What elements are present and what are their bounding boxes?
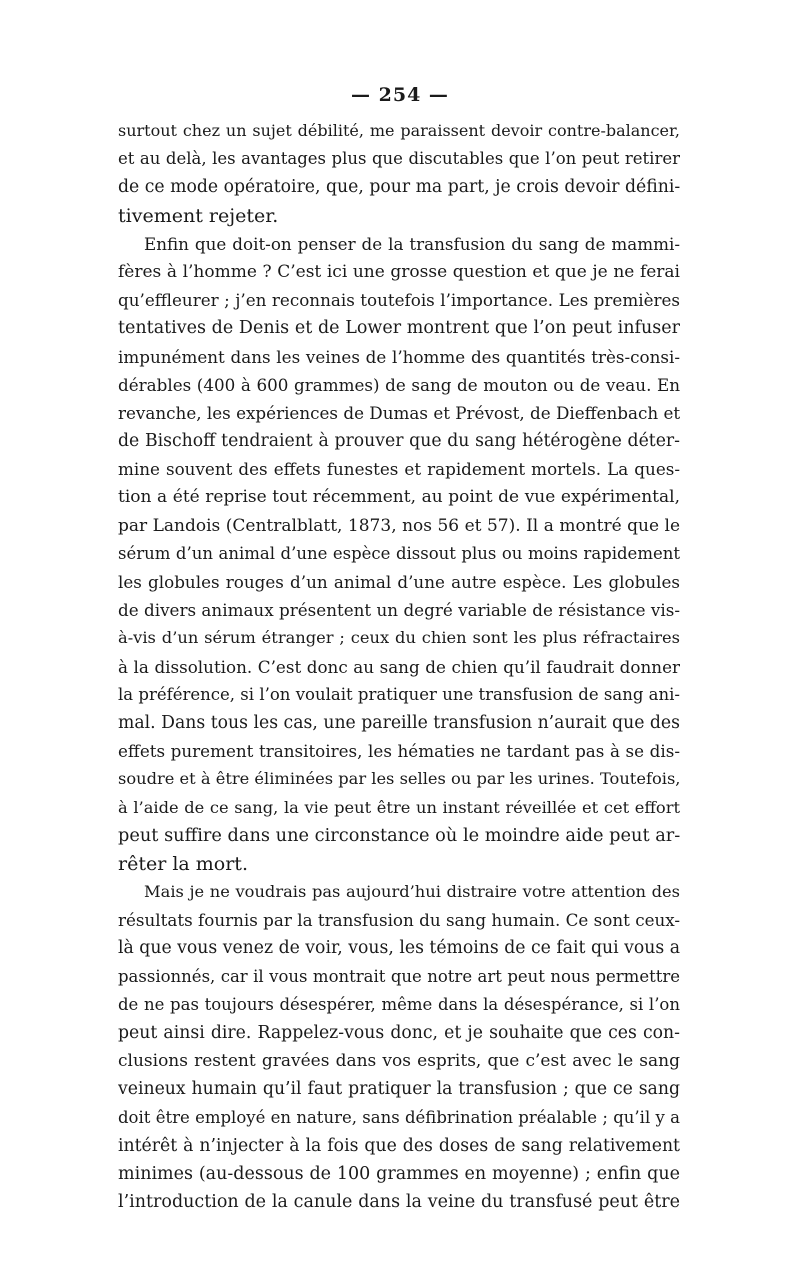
text-line: soudre et à être éliminées par les selles ou par les urines. Toutefois, bbox=[118, 769, 680, 789]
text-line: mal. Dans tous les cas, une pareille transfusion n’aurait que des bbox=[118, 712, 680, 733]
text-line: dérables (400 à 600 grammes) de sang de mouton ou de veau. En bbox=[118, 374, 680, 395]
text-line: la préférence, si l’on voulait pratiquer une transfusion de sang ani- bbox=[118, 684, 680, 704]
text-line: revanche, les expériences de Dumas et Prévost, de Dieffenbach et bbox=[118, 402, 680, 423]
page-number: — 254 — bbox=[351, 84, 449, 106]
text-line: fères à l’homme ? C’est ici une grosse question et que je ne ferai bbox=[118, 261, 680, 282]
text-line: peut suffire dans une circonstance où le moindre aide peut ar- bbox=[118, 825, 680, 846]
text-line: veineux humain qu’il faut pratiquer la transfusion ; que ce sang bbox=[118, 1079, 680, 1100]
text-line: par Landois (Centralblatt, 1873, nos 56 et 57). Il a montré que le bbox=[118, 515, 680, 536]
text-line: les globules rouges d’un animal d’une autre espèce. Les globules bbox=[118, 572, 680, 592]
text-line: tentatives de Denis et de Lower montrent que l’on peut infuser bbox=[118, 318, 680, 339]
text-line: doit être employé en nature, sans défibrination préalable ; qu’il y a bbox=[118, 1107, 680, 1127]
text-line: qu’effleurer ; j’en reconnais toutefois l’importance. Les premières bbox=[118, 290, 680, 311]
text-line: et au delà, les avantages plus que discutables que l’on peut retirer bbox=[118, 149, 680, 169]
text-line: passionnés, car il vous montrait que notre art peut nous permettre bbox=[118, 966, 680, 986]
text-line: mine souvent des effets funestes et rapidement mortels. La ques- bbox=[118, 459, 680, 480]
text-line: là que vous venez de voir, vous, les témoins de ce fait qui vous a bbox=[118, 938, 680, 959]
text-line: impunément dans les veines de l’homme des quantités très-consi- bbox=[118, 346, 680, 367]
text-line: minimes (au-dessous de 100 grammes en moyenne) ; enfin que bbox=[118, 1163, 680, 1184]
text-line: de divers animaux présentent un degré variable de résistance vis- bbox=[118, 600, 680, 621]
text-line: de Bischoff tendraient à prouver que du sang hétérogène déter- bbox=[118, 431, 680, 452]
text-line: tivement rejeter. bbox=[118, 204, 279, 227]
text-line: peut ainsi dire. Rappelez-vous donc, et je souhaite que ces con- bbox=[118, 1023, 680, 1043]
text-line: à l’aide de ce sang, la vie peut être un instant réveillée et cet effort bbox=[118, 797, 680, 817]
text-line: à-vis d’un sérum étranger ; ceux du chien sont les plus réfractaires bbox=[118, 628, 680, 648]
text-line: de ne pas toujours désespérer, même dans la désespérance, si l’on bbox=[118, 994, 680, 1014]
text-line: surtout chez un sujet débilité, me paraissent devoir contre-balancer, bbox=[118, 121, 680, 140]
text-line: Enfin que doit-on penser de la transfusion du sang de mammi- bbox=[144, 233, 680, 254]
text-line: de ce mode opératoire, que, pour ma part, je crois devoir défini- bbox=[118, 177, 680, 198]
text-line: rêter la mort. bbox=[118, 852, 248, 875]
text-line: tion a été reprise tout récemment, au point de vue expérimental, bbox=[118, 487, 680, 508]
text-line: résultats fournis par la transfusion du sang humain. Ce sont ceux- bbox=[118, 910, 680, 931]
body-text bbox=[118, 117, 680, 1216]
text-line: clusions restent gravées dans vos esprits, que c’est avec le sang bbox=[118, 1051, 680, 1072]
text-line: l’introduction de la canule dans la veine du transfusé peut être bbox=[118, 1192, 680, 1213]
text-line: Mais je ne voudrais pas aujourd’hui distraire votre attention des bbox=[144, 882, 680, 902]
text-line: sérum d’un animal d’une espèce dissout plus ou moins rapidement bbox=[118, 543, 680, 563]
text-line: à la dissolution. C’est donc au sang de chien qu’il faudrait donner bbox=[118, 656, 680, 677]
text-line: effets purement transitoires, les hématies ne tardant pas à se dis- bbox=[118, 741, 680, 762]
text-line: intérêt à n’injecter à la fois que des doses de sang relativement bbox=[118, 1135, 680, 1156]
